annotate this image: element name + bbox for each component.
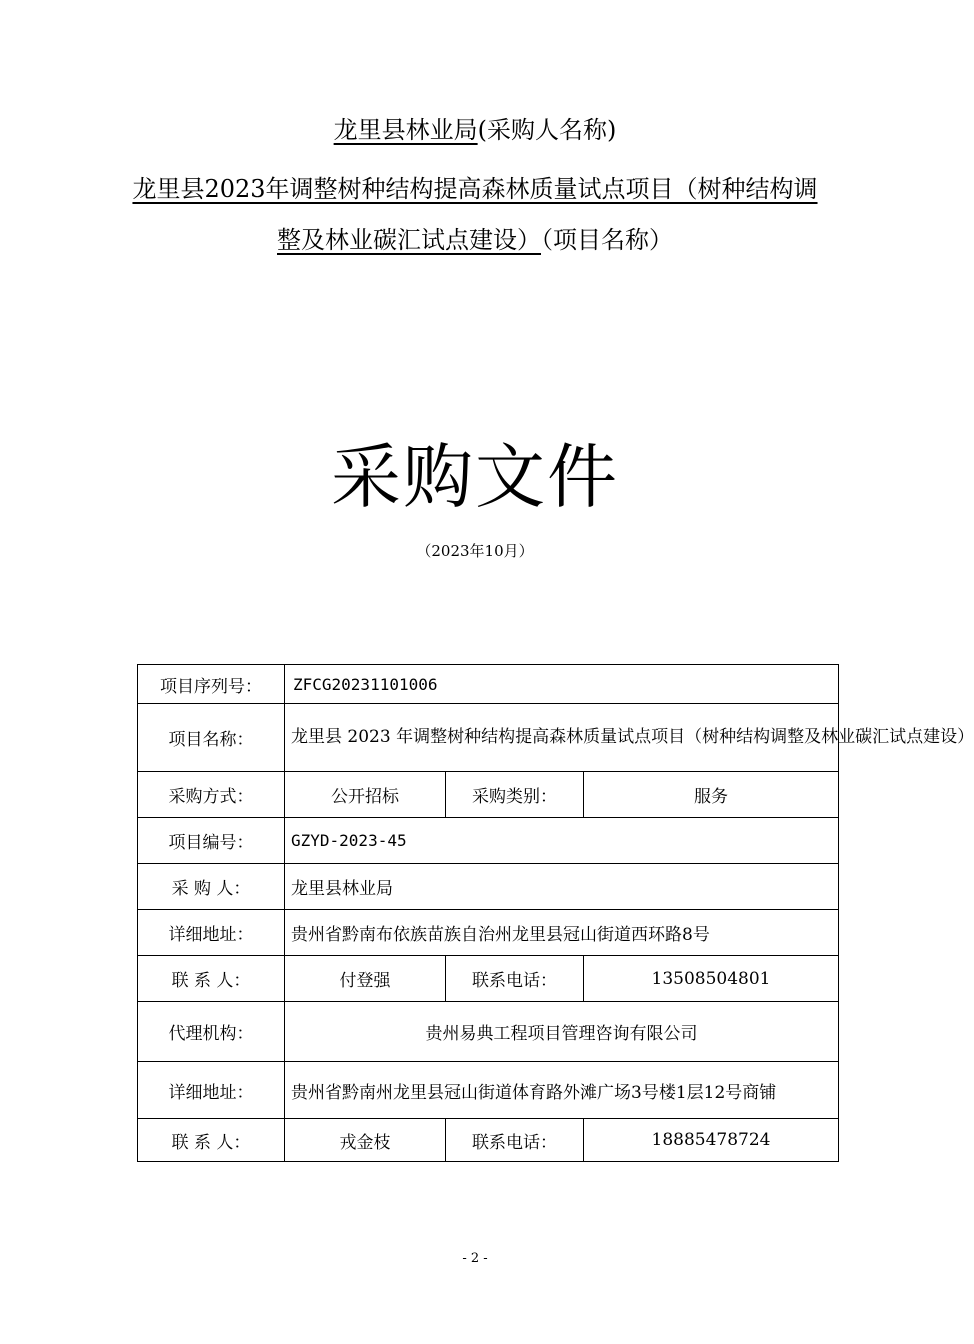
method-label: 采购方式： bbox=[138, 772, 285, 818]
agency-contact-value: 戎金枝 bbox=[285, 1119, 446, 1162]
phone-value: 13508504801 bbox=[584, 956, 839, 1002]
table-row bbox=[138, 704, 839, 772]
page-number: - 2 - bbox=[462, 1251, 488, 1266]
document-title: 采购文件 bbox=[331, 436, 619, 518]
agency-contact-label: 联 系 人： bbox=[138, 1119, 285, 1162]
method-value: 公开招标 bbox=[285, 772, 446, 818]
purchaser-suffix: (采购人名称) bbox=[477, 116, 617, 144]
serial-value: ZFCG20231101006 bbox=[285, 665, 839, 704]
document-date: （2023年10月） bbox=[416, 542, 534, 560]
agency-address-value: 贵州省黔南州龙里县冠山街道体育路外滩广场3号楼1层12号商铺 bbox=[285, 1062, 839, 1119]
table-row bbox=[138, 910, 839, 956]
agency-value: 贵州易典工程项目管理咨询有限公司 bbox=[285, 1002, 839, 1062]
purchaser-heading bbox=[0, 114, 950, 146]
table-row bbox=[138, 665, 839, 704]
name-label: 项目名称： bbox=[138, 704, 285, 772]
purchaser-label: 采 购 人： bbox=[138, 864, 285, 910]
table-row bbox=[138, 818, 839, 864]
table-row bbox=[138, 772, 839, 818]
project-name-line1: 龙里县2023年调整树种结构提高森林质量试点项目（树种结构调 bbox=[132, 175, 818, 203]
code-label: 项目编号： bbox=[138, 818, 285, 864]
table-row bbox=[138, 956, 839, 1002]
category-label: 采购类别： bbox=[446, 772, 584, 818]
name-value: 龙里县 2023 年调整树种结构提高森林质量试点项目（树种结构调整及林业碳汇试点建设） bbox=[285, 704, 839, 772]
category-value: 服务 bbox=[584, 772, 839, 818]
address-value: 贵州省黔南布依族苗族自治州龙里县冠山街道西环路8号 bbox=[285, 910, 839, 956]
purchaser-value: 龙里县林业局 bbox=[285, 864, 839, 910]
table-row bbox=[138, 1002, 839, 1062]
agency-phone-value: 18885478724 bbox=[584, 1119, 839, 1162]
table-row bbox=[138, 864, 839, 910]
serial-label: 项目序列号： bbox=[138, 665, 285, 704]
project-name-line2-row bbox=[0, 224, 950, 256]
agency-label: 代理机构： bbox=[138, 1002, 285, 1062]
code-value: GZYD-2023-45 bbox=[285, 818, 839, 864]
project-name-suffix: （项目名称） bbox=[541, 226, 673, 254]
project-name-line2: 整及林业碳汇试点建设） bbox=[277, 226, 541, 254]
contact-label: 联 系 人： bbox=[138, 956, 285, 1002]
purchaser-name: 龙里县林业局 bbox=[333, 116, 478, 144]
table-row bbox=[138, 1119, 839, 1162]
project-info-table bbox=[137, 664, 974, 1162]
table-row bbox=[138, 1062, 839, 1119]
agency-address-label: 详细地址： bbox=[138, 1062, 285, 1119]
phone-label: 联系电话： bbox=[446, 956, 584, 1002]
address-label: 详细地址： bbox=[138, 910, 285, 956]
contact-value: 付登强 bbox=[285, 956, 446, 1002]
agency-phone-label: 联系电话： bbox=[446, 1119, 584, 1162]
